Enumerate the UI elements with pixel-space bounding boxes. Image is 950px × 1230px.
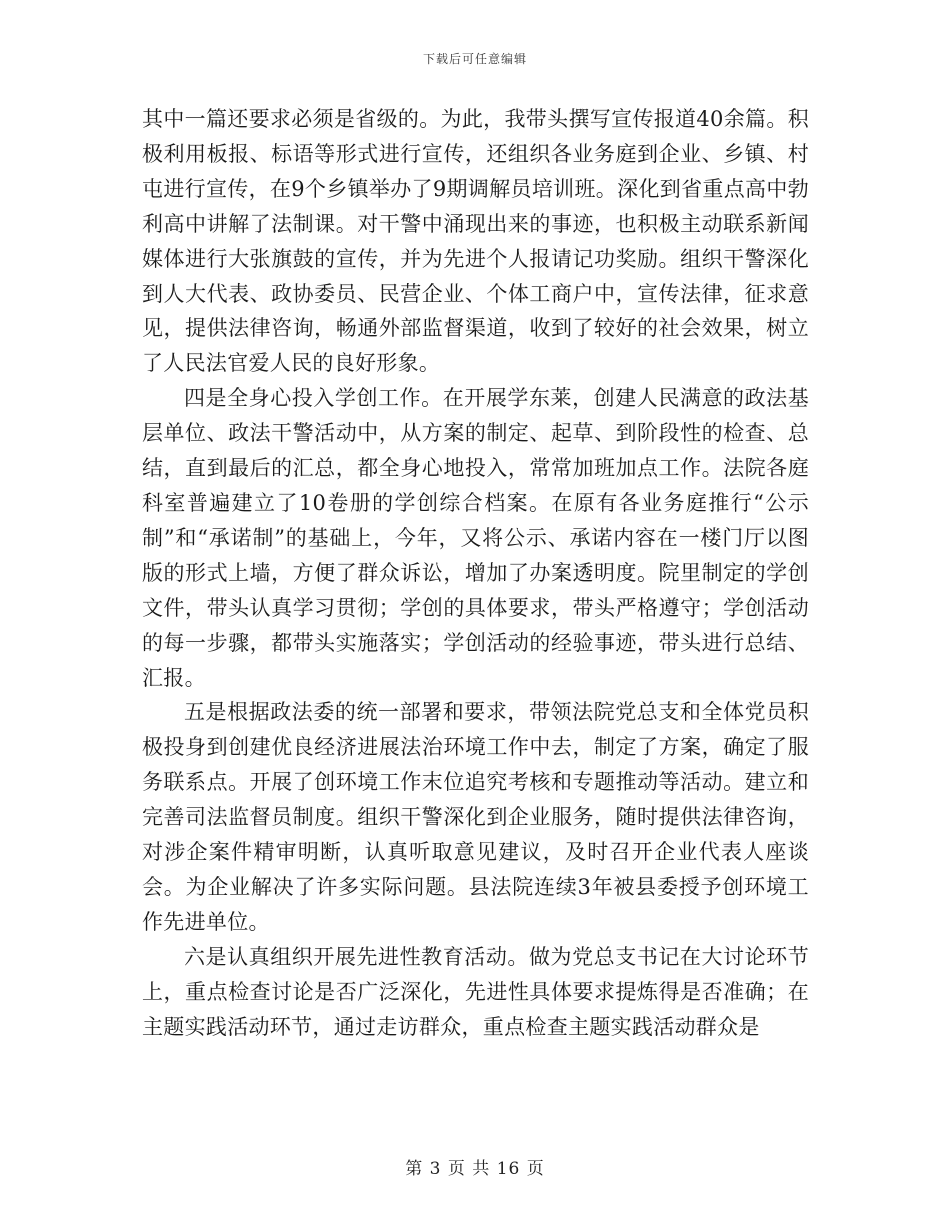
page-header-note: 下载后可任意编辑 [422,52,527,66]
document-body [142,102,809,1044]
paragraph-4: 六是认真组织开展先进性教育活动。做为党总支书记在大讨论环节上，重点检查讨论是否广泛深化，先进性具体要求提炼得是否准确；在主题实践活动环节，通过走访群众，重点检查主题实践活动群众是 [142,944,809,1039]
paragraph-3: 五是根据政法委的统一部署和要求，带领法院党总支和全体党员积极投身到创建优良经济进展法治环境工作中去，制定了方案，确定了服务联系点。开展了创环境工作末位追究考核和专题推动等活动。建立和完善司法监督员制度。组织干警深化到企业服务，随时提供法律咨询，对涉企案件精审明断，认真听取意见建议，及时召开企业代表人座谈会。为企业解决了许多实际问题。县法院连续3年被县委授予创环境工作先进单位。 [142,700,809,934]
page-number: 第 3 页 共 16 页 [405,1159,545,1179]
paragraph-2: 四是全身心投入学创工作。在开展学东莱，创建人民满意的政法基层单位、政法干警活动中，从方案的制定、起草、到阶段性的检查、总结，直到最后的汇总，都全身心地投入，常常加班加点工作。法院各庭科室普遍建立了10卷册的学创综合档案。在原有各业务庭推行“公示制”和“承诺制”的基础上，今年，又将公示、承诺内容在一楼门厅以图版的形式上墙，方便了群众诉讼，增加了办案透明度。院里制定的学创文件，带头认真学习贯彻；学创的具体要求，带头严格遵守；学创活动的每一步骤，都带头实施落实；学创活动的经验事迹，带头进行总结、汇报。 [142,386,809,690]
paragraph-1: 其中一篇还要求必须是省级的。为此，我带头撰写宣传报道40余篇。积极利用板报、标语等形式进行宣传，还组织各业务庭到企业、乡镇、村屯进行宣传，在9个乡镇举办了9期调解员培训班。深化到省重点高中勃利高中讲解了法制课。对干警中涌现出来的事迹，也积极主动联系新闻媒体进行大张旗鼓的宣传，并为先进个人报请记功奖励。组织干警深化到人大代表、政协委员、民营企业、个体工商户中，宣传法律，征求意见，提供法律咨询，畅通外部监督渠道，收到了较好的社会效果，树立了人民法官爱人民的良好形象。 [142,107,809,376]
